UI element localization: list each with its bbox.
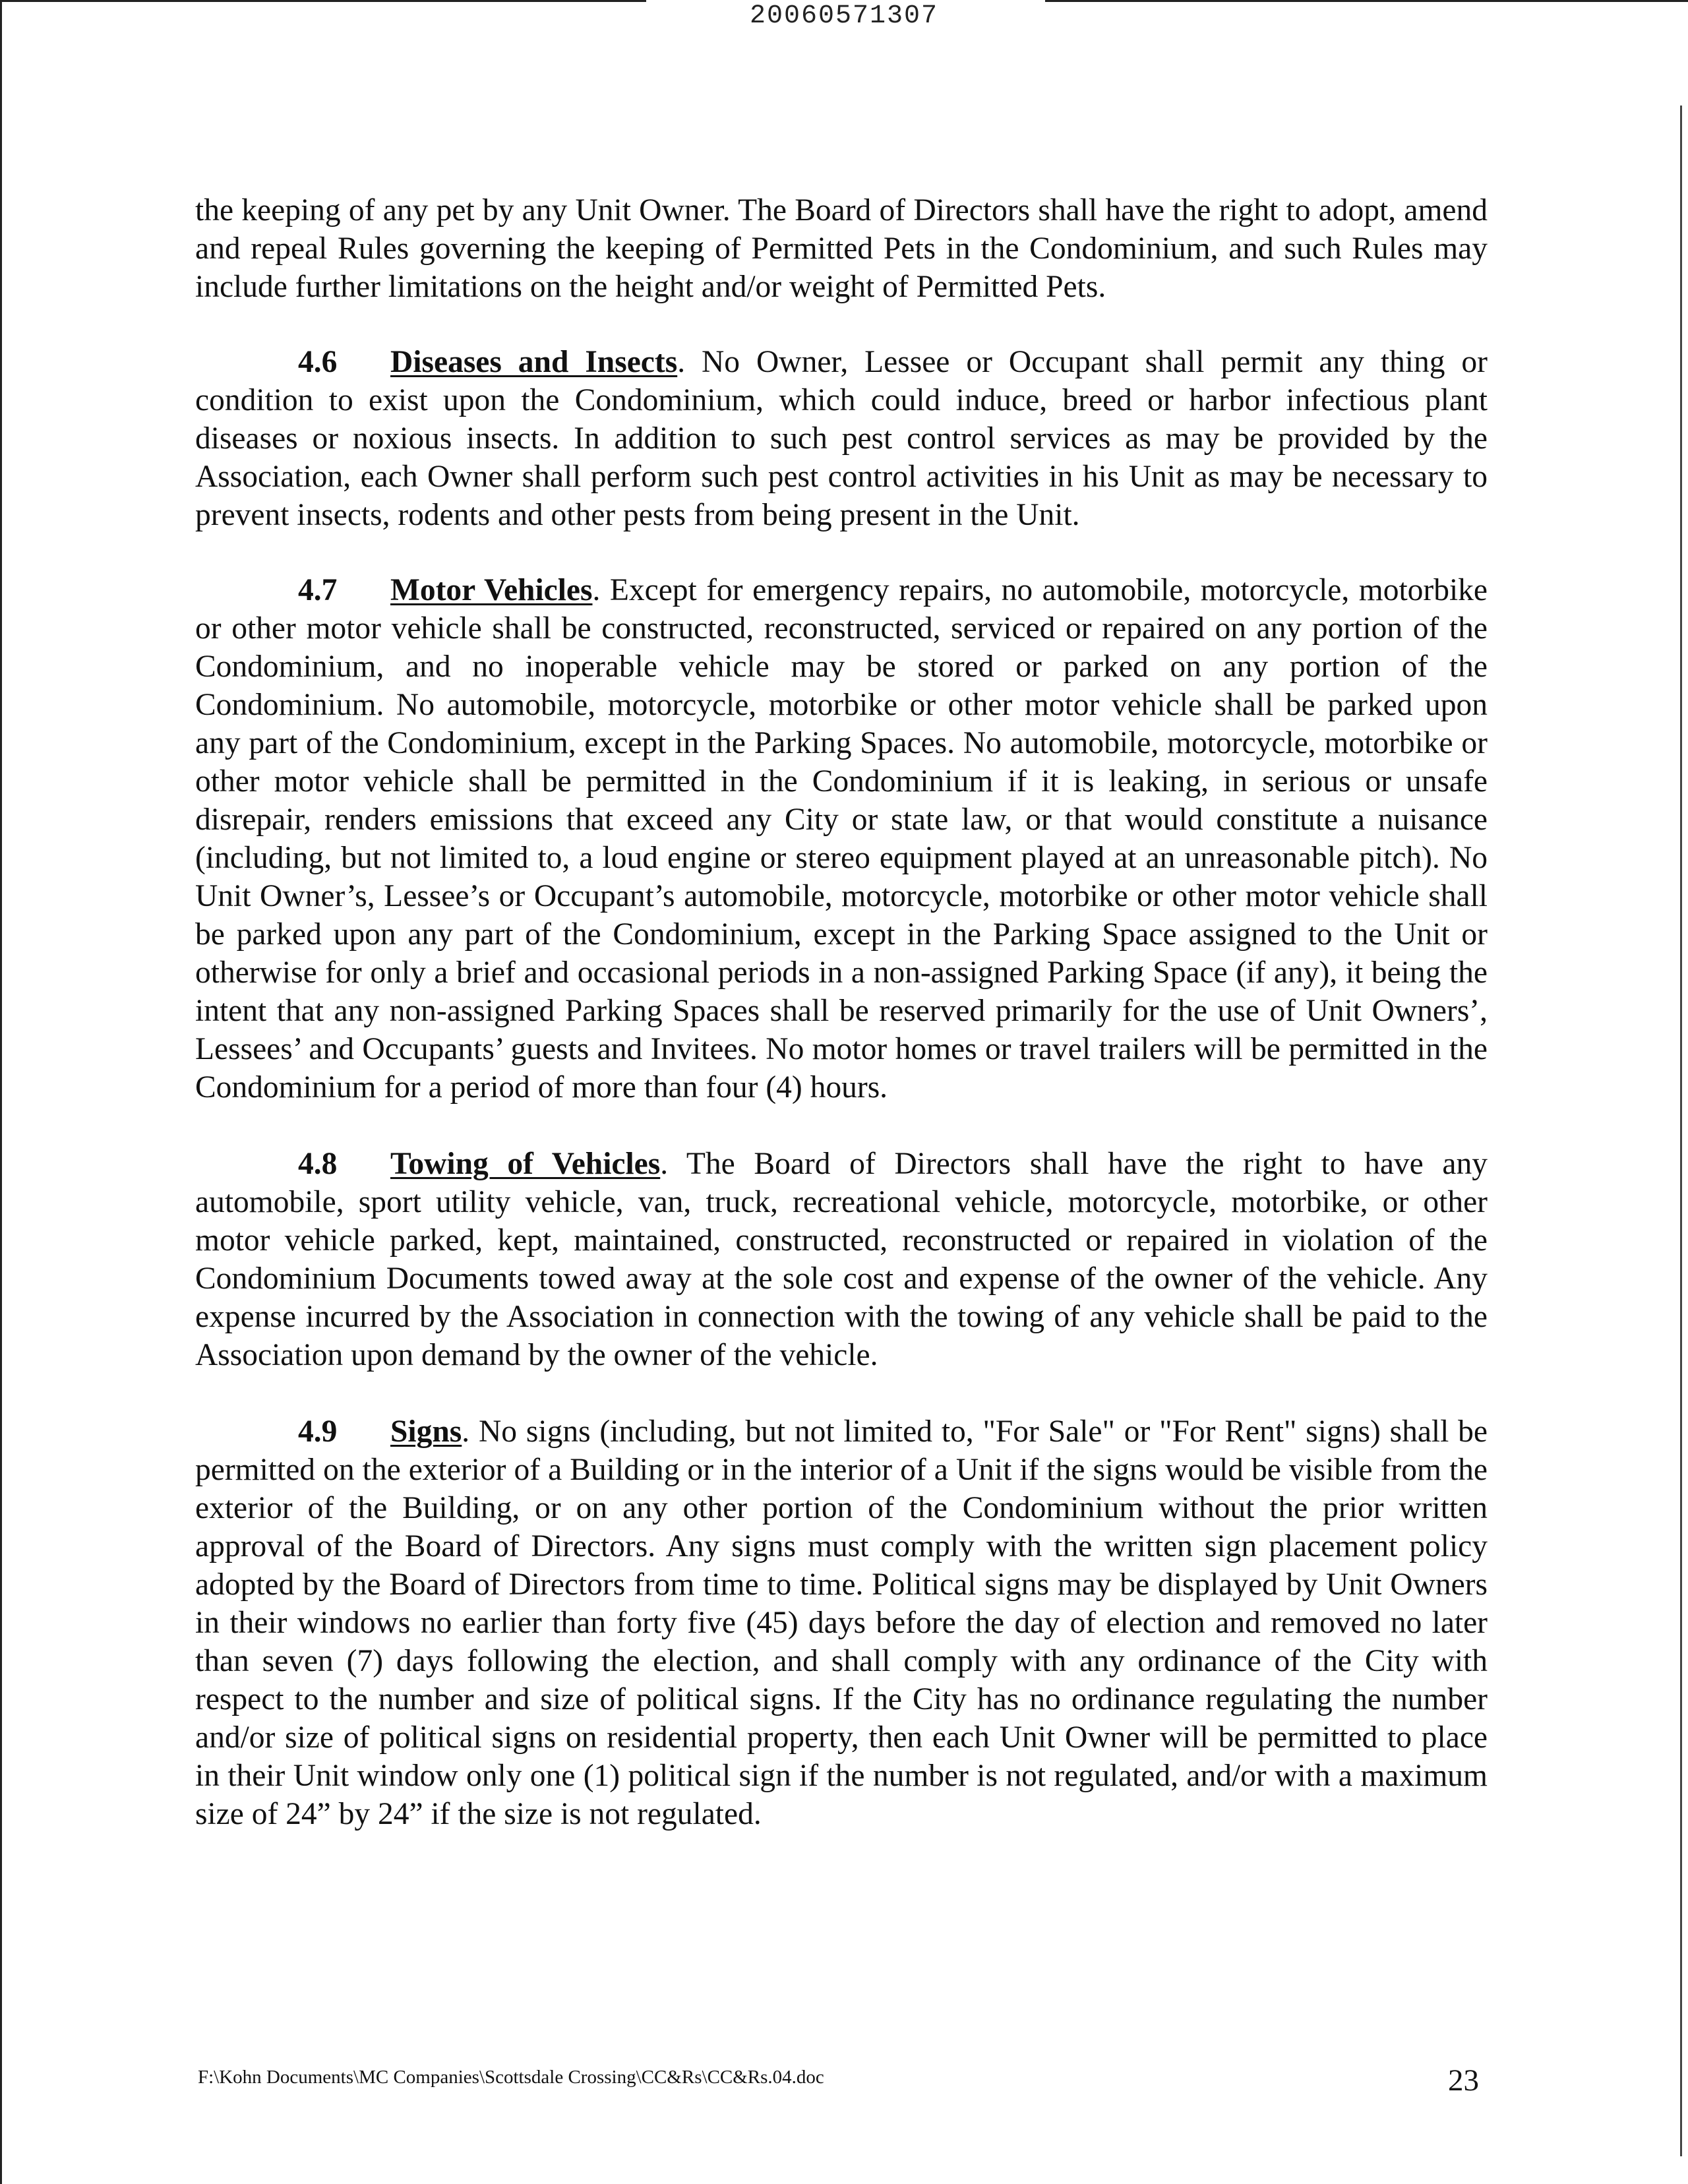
section-heading: Towing of Vehicles — [390, 1147, 661, 1181]
section-number: 4.6 — [298, 345, 338, 379]
section-text: . Except for emergency repairs, no automobile, motorcycle, motorbike or other motor vehicle shall be constructed, reconstructed, serviced or repaired on any portion of the Condominium, and no inoperable vehicle may be stored or parked on any portion of the Condominium. No automobile, motorcycle, motorbike or other motor vehicle shall be parked upon any part of the Condominium, except in the Parking Spaces. No automobile, motorcycle, motorbike or other motor vehicle shall be permitted in the Condominium if it is leaking, in serious or unsafe disrepair, renders emissions that exceed any City or state law, or that would constitute a nuisance (including, but not limited to, a loud engine or stereo equipment played at an unreasonable pitch). No Unit Owner’s, Lessee’s or Occupant’s automobile, motorcycle, motorbike or other motor vehicle shall be parked upon any part of the Condominium, except in the Parking Space assigned to the Unit or otherwise for only a brief and occasional periods in a non-assigned Parking Space (if any), it being the intent that any non-assigned Parking Spaces shall be reserved primarily for the use of Unit Owners’, Lessees’ and Occupants’ guests and Invitees. No motor homes or travel trailers will be permitted in the Condominium for a period of more than four (4) hours. — [195, 573, 1488, 1105]
section-number: 4.9 — [298, 1414, 338, 1449]
section-text: . No signs (including, but not limited to, "For Sale" or "For Rent" signs) shall be permitted on the exterior of a Building or in the interior of a Unit if the signs would be visible from the exterior of the Building, or on any other portion of the Condominium without the prior written approval of the Board of Directors. Any signs must comply with the written sign placement policy adopted by the Board of Directors from time to time. Political signs may be displayed by Unit Owners in their windows no earlier than forty five (45) days before the day of election and removed no later than seven (7) days following the election, and shall comply with any ordinance of the City with respect to the number and size of political signs. If the City has no ordinance regulating the number and/or size of political signs on residential property, then each Unit Owner will be permitted to place in their Unit window only one (1) political sign if the number is not regulated, and/or with a maximum size of 24” by 24” if the size is not regulated. — [195, 1414, 1488, 1831]
section-heading: Motor Vehicles — [390, 573, 593, 607]
page-number: 23 — [1448, 2063, 1479, 2098]
left-page-edge — [0, 0, 2, 2184]
section-heading: Signs — [390, 1414, 462, 1449]
document-number: 20060571307 — [749, 1, 939, 31]
section-number: 4.7 — [298, 573, 338, 607]
section-4-9 — [195, 1412, 1488, 1833]
section-text: . The Board of Directors shall have the right to have any automobile, sport utility vehicle, van, truck, recreational vehicle, motorcycle, motorbike, or other motor vehicle parked, kept, maintained, constructed, reconstructed or repaired in violation of the Condominium Documents towed away at the sole cost and expense of the owner of the vehicle. Any expense incurred by the Association in connection with the towing of any vehicle shall be paid to the Association upon demand by the owner of the vehicle. — [195, 1147, 1488, 1372]
section-heading: Diseases and Insects — [390, 345, 678, 379]
section-text: . No Owner, Lessee or Occupant shall permit any thing or condition to exist upon the Condominium, which could induce, breed or harbor infectious plant diseases or noxious insects. In addition to such pest control services as may be provided by the Association, each Owner shall perform such pest control activities in his Unit as may be necessary to prevent insects, rodents and other pests from being present in the Unit. — [195, 345, 1488, 532]
continuation-paragraph: the keeping of any pet by any Unit Owner. The Board of Directors shall have the right to adopt, amend and repeal Rules governing the keeping of Permitted Pets in the Condominium, and such Rules may include further limitations on the height and/or weight of Permitted Pets. — [195, 193, 1488, 304]
section-4-6 — [195, 343, 1488, 534]
section-4-8 — [195, 1145, 1488, 1374]
section-4-7 — [195, 571, 1488, 1107]
footer-file-path: F:\Kohn Documents\MC Companies\Scottsdale Crossing\CC&Rs\CC&Rs.04.doc — [198, 2067, 824, 2088]
section-number: 4.8 — [298, 1147, 338, 1181]
right-page-edge — [1680, 106, 1682, 2156]
document-body — [195, 191, 1488, 1833]
